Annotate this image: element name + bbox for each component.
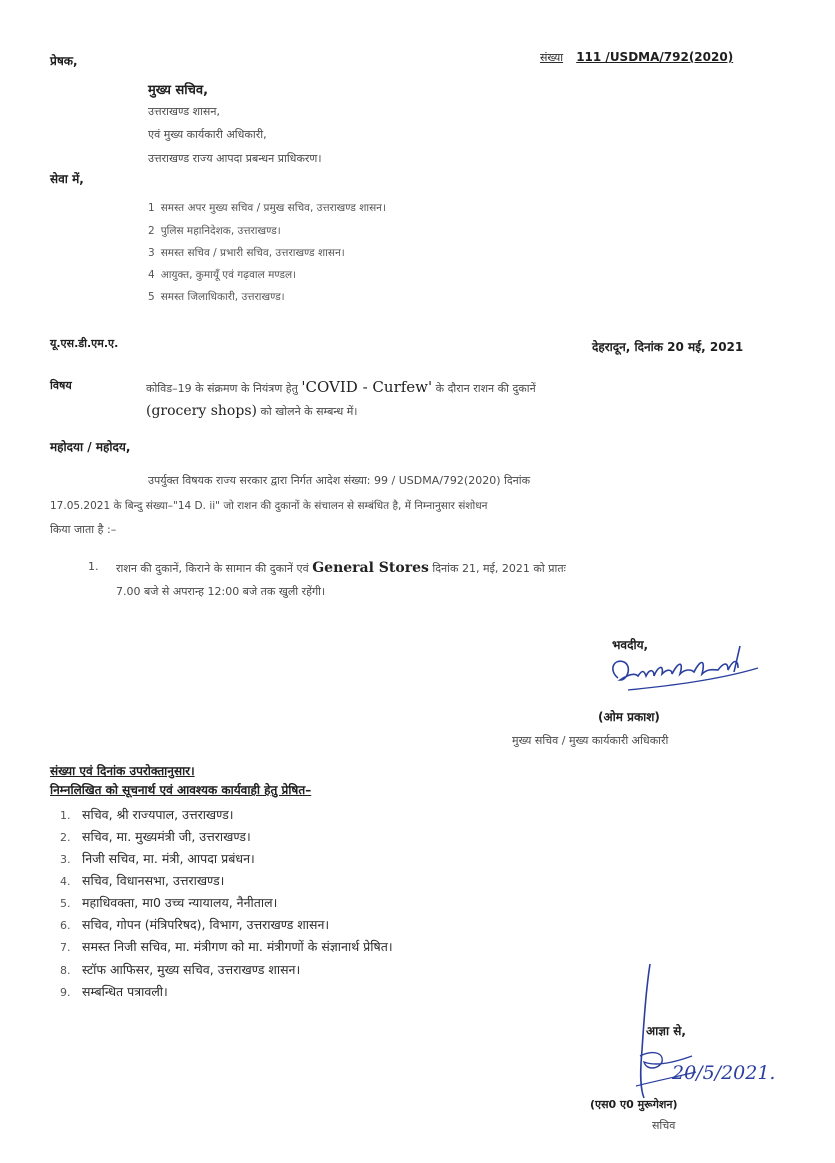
dept-code: यू.एस.डी.एम.ए. (50, 337, 119, 350)
recipient-item: 2 पुलिस महानिदेशक, उत्तराखण्ड। (148, 225, 281, 237)
signatory2-title: सचिव (652, 1119, 676, 1132)
order-by: आज्ञा से, (646, 1024, 686, 1038)
copy-list-item: 3. निजी सचिव, मा. मंत्री, आपदा प्रबंधन। (60, 851, 255, 866)
number-label: संख्या (540, 51, 564, 64)
signatory2-name: (एस0 ए0 मुरूगेशन) (590, 1098, 678, 1111)
sender-line: उत्तराखण्ड शासन, (148, 105, 220, 118)
copy-list-item: 2. सचिव, मा. मुख्यमंत्री जी, उत्तराखण्ड। (60, 829, 251, 844)
copy-list-item: 1. सचिव, श्री राज्यपाल, उत्तराखण्ड। (60, 807, 234, 822)
body-paragraph-line: उपर्युक्त विषयक राज्य सरकार द्वारा निर्गत आदेश संख्या: 99 / USDMA/792(2020) दिनांक (148, 474, 531, 487)
body-item-number: 1. (88, 560, 99, 573)
recipients-label: सेवा में, (50, 172, 84, 186)
copy-heading-1: संख्या एवं दिनांक उपरोक्तानुसार। (50, 764, 195, 778)
closing-bhavdiya: भवदीय, (612, 638, 649, 652)
copy-list-item: 4. सचिव, विधानसभा, उत्तराखण्ड। (60, 873, 225, 888)
sender-label: प्रेषक, (50, 54, 78, 68)
sender-line: उत्तराखण्ड राज्य आपदा प्रबन्धन प्राधिकरण। (148, 152, 322, 165)
body-paragraph-line: किया जाता है :– (50, 523, 117, 536)
sender-title: मुख्य सचिव, (148, 83, 209, 98)
signature-omprakash (588, 640, 778, 700)
signature-murugesan (600, 960, 740, 1110)
recipient-item: 4 आयुक्त, कुमायूँ एवं गढ़वाल मण्डल। (148, 269, 297, 281)
number-value: 111 /USDMA/792(2020) (576, 50, 734, 64)
salutation: महोदया / महोदय, (50, 440, 131, 454)
body-item-line: राशन की दुकानें, किराने के सामान की दुकानें एवं General Stores दिनांक 21, मई, 2021 को प्रातः (116, 560, 566, 576)
handwritten-date: 20/5/2021. (672, 1062, 776, 1084)
body-item-line: 7.00 बजे से अपरान्ह 12:00 बजे तक खुली रहेंगी। (116, 585, 326, 598)
letter-date: देहरादून, दिनांक 20 मई, 2021 (592, 340, 744, 354)
signatory-name: (ओम प्रकाश) (598, 710, 660, 724)
signatory-title: मुख्य सचिव / मुख्य कार्यकारी अधिकारी (512, 734, 669, 747)
body-paragraph-line: 17.05.2021 के बिन्दु संख्या–"14 D. ii" जो राशन की दुकानों के संचालन से सम्बंधित है, में निम्नानुसार संशोधन (50, 500, 488, 512)
subject-label: विषय (50, 379, 72, 392)
recipient-item: 5 समस्त जिलाधिकारी, उत्तराखण्ड। (148, 291, 285, 303)
recipient-item: 1 समस्त अपर मुख्य सचिव / प्रमुख सचिव, उत्तराखण्ड शासन। (148, 202, 386, 214)
subject-line: (grocery shops) को खोलने के सम्बन्ध में। (146, 403, 358, 419)
copy-list-item: 7. समस्त निजी सचिव, मा. मंत्रीगण को मा. मंत्रीगणों के संज्ञानार्थ प्रेषित। (60, 939, 393, 954)
copy-list-item: 6. सचिव, गोपन (मंत्रिपरिषद), विभाग, उत्तराखण्ड शासन। (60, 917, 330, 932)
subject-line: कोविड–19 के संक्रमण के नियंत्रण हेतु 'COVID - Curfew' के दौरान राशन की दुकानें (146, 378, 536, 396)
letter-number (540, 46, 733, 65)
copy-list-item: 8. स्टॉफ आफिसर, मुख्य सचिव, उत्तराखण्ड शासन। (60, 962, 301, 977)
copy-heading-2: निम्नलिखित को सूचनार्थ एवं आवश्यक कार्यवाही हेतु प्रेषित– (50, 783, 312, 797)
copy-list-item: 5. महाधिवक्ता, मा0 उच्च न्यायालय, नैनीताल। (60, 895, 278, 910)
recipient-item: 3 समस्त सचिव / प्रभारी सचिव, उत्तराखण्ड शासन। (148, 247, 345, 259)
copy-list-item: 9. सम्बन्धित पत्रावली। (60, 984, 168, 999)
sender-line: एवं मुख्य कार्यकारी अधिकारी, (148, 128, 267, 141)
